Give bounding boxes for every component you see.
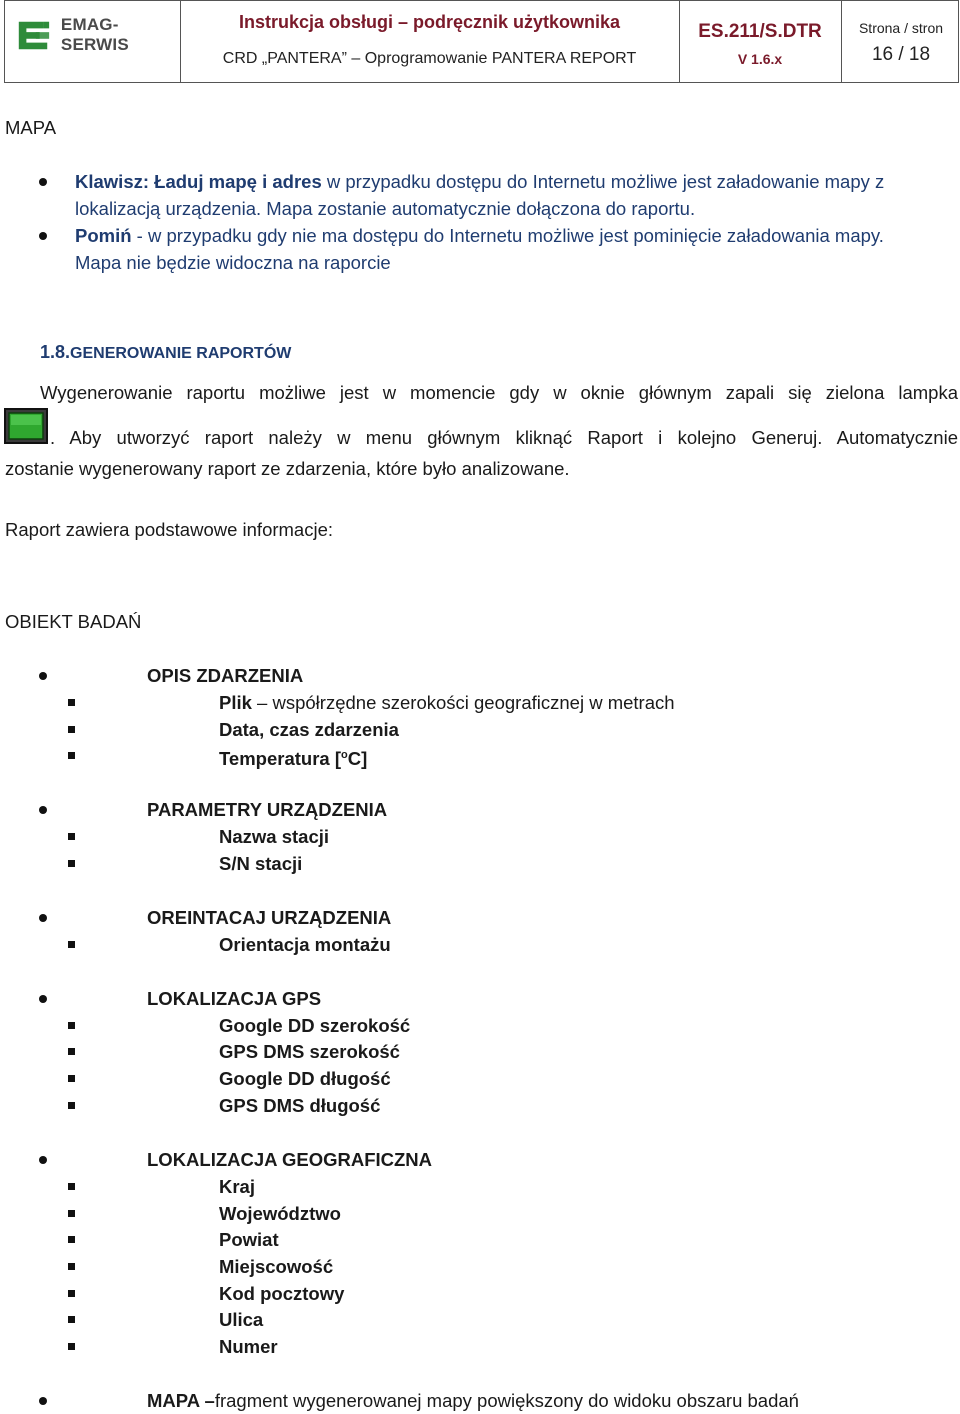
code-cell	[680, 1, 842, 82]
list-item-gps-dms-lat: GPS DMS szerokość	[219, 1041, 400, 1062]
square-bullet	[68, 833, 75, 840]
group-title-gps: LOKALIZACJA GPS	[147, 988, 322, 1009]
group-title-opis: OPIS ZDARZENIA	[147, 665, 304, 686]
square-bullet	[68, 699, 75, 706]
group-title-parametry: PARAMETRY URZĄDZENIA	[147, 799, 388, 820]
square-bullet	[68, 1343, 75, 1350]
group-title-orientacja: OREINTACAJ URZĄDZENIA	[147, 907, 392, 928]
bullet-dot	[39, 995, 47, 1003]
page-label: Strona / stron	[858, 20, 944, 36]
square-bullet	[68, 726, 75, 733]
square-bullet	[68, 1075, 75, 1082]
bullet-dot	[39, 1397, 47, 1405]
list-item-mapa	[147, 1387, 799, 1414]
section-heading	[40, 340, 291, 366]
list-item-numer: Numer	[219, 1336, 278, 1357]
skip-label: Pomiń	[75, 225, 132, 246]
square-bullet	[68, 1210, 75, 1217]
square-bullet	[68, 1183, 75, 1190]
square-bullet	[68, 860, 75, 867]
square-bullet	[68, 752, 75, 759]
logo-cell	[5, 1, 181, 82]
list-item-nazwa-stacji: Nazwa stacji	[219, 826, 330, 847]
mapa-bullet-2-cont: Mapa nie będzie widoczna na raporcie	[75, 252, 391, 273]
list-item-google-dd-lon: Google DD długość	[219, 1068, 391, 1089]
list-item-kraj: Kraj	[219, 1176, 255, 1197]
list-item-temperatura	[219, 742, 367, 772]
list-item-ulica: Ulica	[219, 1309, 264, 1330]
group-title-geo: LOKALIZACJA GEOGRAFICZNA	[147, 1149, 433, 1170]
section-para-line3: zostanie wygenerowany raport ze zdarzenia, które było analizowane.	[5, 458, 570, 479]
square-bullet	[68, 1236, 75, 1243]
report-contents-heading: OBIEKT BADAŃ	[5, 611, 142, 632]
report-intro: Raport zawiera podstawowe informacje:	[5, 519, 334, 540]
item-rest: – współrzędne szerokości geograficznej w metrach	[251, 692, 675, 713]
square-bullet	[68, 1022, 75, 1029]
mapa-heading: MAPA	[5, 117, 57, 138]
mapa-bullet-2	[75, 222, 955, 249]
doc-subtitle: CRD „PANTERA” – Oprogramowanie PANTERA REPORT	[222, 50, 637, 67]
item-bold: Temperatura [	[219, 748, 341, 770]
bullet-dot	[39, 178, 47, 186]
list-item-powiat: Powiat	[219, 1229, 279, 1250]
bullet-dot	[39, 1156, 47, 1164]
list-item-plik	[219, 689, 675, 716]
list-item-miejscowosc: Miejscowość	[219, 1256, 334, 1277]
page-number: 16 / 18	[871, 44, 931, 65]
list-item-orientacja-montazu: Orientacja montażu	[219, 934, 391, 955]
mapa-bullet-2-text: - w przypadku gdy nie ma dostępu do Internetu możliwe jest pominięcie załadowania mapy.	[131, 225, 884, 246]
list-item-google-dd-lat: Google DD szerokość	[219, 1015, 411, 1036]
title-cell	[181, 1, 680, 82]
logo-text: EMAG-SERWIS	[60, 15, 129, 54]
list-item-wojewodztwo: Województwo	[219, 1203, 341, 1224]
list-item-data-czas: Data, czas zdarzenia	[219, 719, 399, 740]
bullet-dot	[39, 914, 47, 922]
square-bullet	[68, 1263, 75, 1270]
item-rest: fragment wygenerowanej mapy powiększony do widoku obszaru badań	[214, 1390, 799, 1411]
emag-logo	[15, 15, 180, 55]
section-para-line1: Wygenerowanie raportu możliwe jest w momencie gdy w oknie głównym zapali się zielona lampka	[40, 382, 958, 403]
list-item-gps-dms-lon: GPS DMS długość	[219, 1095, 381, 1116]
bullet-dot	[39, 232, 47, 240]
item-bold-2: C]	[347, 748, 368, 770]
list-item-sn-stacji: S/N stacji	[219, 853, 303, 874]
square-bullet	[68, 1048, 75, 1055]
bullet-dot	[39, 806, 47, 814]
bullet-dot	[39, 672, 47, 680]
doc-version: V 1.6.x	[737, 51, 783, 67]
square-bullet	[68, 941, 75, 948]
load-map-label: Klawisz: Ładuj mapę i adres	[75, 171, 322, 192]
square-bullet	[68, 1290, 75, 1297]
square-bullet	[68, 1316, 75, 1323]
mapa-bullet-1-text: w przypadku dostępu do Internetu możliwe jest załadowanie mapy z	[321, 171, 885, 192]
list-item-kod-pocztowy: Kod pocztowy	[219, 1283, 345, 1304]
page-header	[4, 0, 959, 83]
mapa-bullet-1-cont: lokalizacją urządzenia. Mapa zostanie automatycznie dołączona do raportu.	[75, 198, 696, 219]
doc-code: ES.211/S.DTR	[698, 21, 822, 42]
square-bullet	[68, 1102, 75, 1109]
item-bold: Plik	[219, 692, 252, 713]
mapa-bullet-1	[75, 168, 955, 195]
emag-logo-icon	[15, 15, 53, 55]
section-title: GENEROWANIE RAPORTÓW	[70, 345, 292, 362]
doc-title: Instrukcja obsługi – podręcznik użytkownika	[238, 12, 621, 32]
degree-sup: o	[341, 749, 348, 761]
section-number: 1.8.	[40, 342, 71, 362]
green-lamp-icon	[4, 408, 48, 444]
item-bold: MAPA –	[147, 1390, 215, 1411]
section-para-line2: . Aby utworzyć raport należy w menu głównym kliknąć Raport i kolejno Generuj. Automatycznie	[50, 427, 958, 448]
page-cell	[842, 1, 960, 82]
